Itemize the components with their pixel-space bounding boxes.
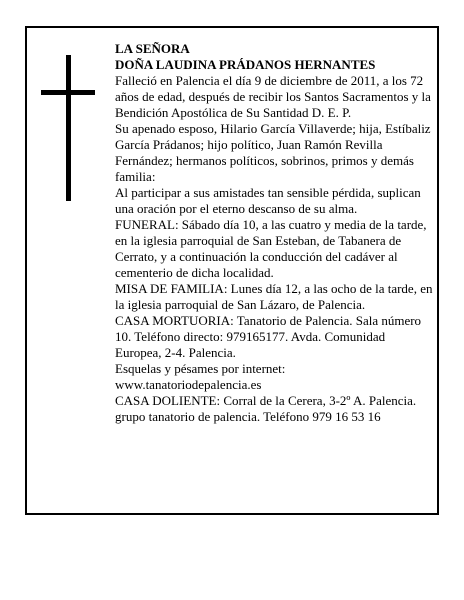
obituary-text	[115, 41, 433, 425]
death-announcement: Falleció en Palencia el día 9 de diciembre de 2011, a los 72 años de edad, después de recibir los Santos Sacramentos y la Bendición Apostólica de Su Santidad D. E. P.	[115, 73, 431, 120]
family-home-address: CASA DOLIENTE: Corral de la Cerera, 3-2º A. Palencia.	[115, 393, 417, 408]
funeral-group-contact: grupo tanatorio de palencia. Teléfono 979 16 53 16	[115, 409, 381, 424]
cross-vertical-bar	[66, 55, 71, 201]
prayer-request: Al participar a sus amistades tan sensible pérdida, suplican una oración por el eterno descanso de su alma.	[115, 185, 421, 216]
funeral-details: FUNERAL: Sábado día 10, a las cuatro y media de la tarde, en la iglesia parroquial de San Esteban, de Tabanera de Cerrato, y a continuación la conducción del cadáver al cementerio de dicha localidad.	[115, 217, 427, 280]
deceased-name: DOÑA LAUDINA PRÁDANOS HERNANTES	[115, 57, 376, 72]
cross-horizontal-bar	[41, 90, 95, 95]
family-mass-details: MISA DE FAMILIA: Lunes día 12, a las ocho de la tarde, en la iglesia parroquial de San Lázaro, de Palencia.	[115, 281, 433, 312]
funeral-home-details: CASA MORTUORIA: Tanatorio de Palencia. Sala número 10. Teléfono directo: 979165177. Avda. Comunidad Europea, 2-4. Palencia.	[115, 313, 422, 360]
online-condolences: Esquelas y pésames por internet: www.tanatoriodepalencia.es	[115, 361, 286, 392]
cross-icon	[41, 55, 95, 201]
family-list: Su apenado esposo, Hilario García Villaverde; hija, Estíbaliz García Prádanos; hijo político, Juan Ramón Revilla Fernández; hermanos políticos, sobrinos, primos y demás familia:	[115, 121, 431, 184]
obituary-notice	[25, 26, 439, 515]
obituary-title: LA SEÑORA	[115, 41, 190, 56]
